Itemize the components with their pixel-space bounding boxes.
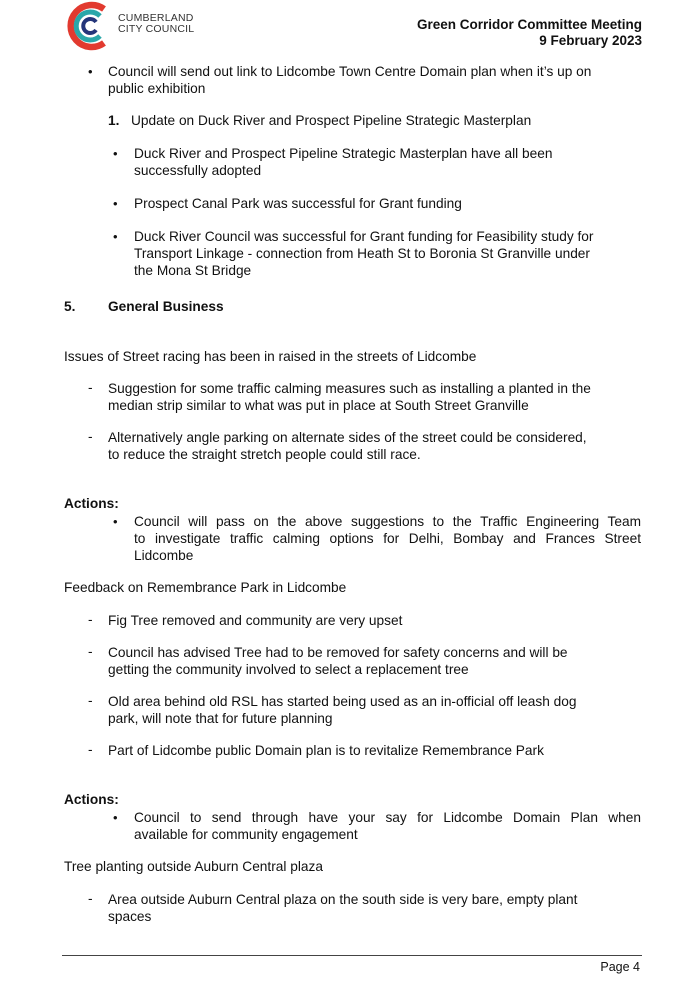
dash-icon: - bbox=[88, 693, 93, 708]
bullet-icon: • bbox=[113, 229, 118, 244]
meeting-title: Green Corridor Committee Meeting bbox=[416, 17, 642, 32]
actions-label: Actions: bbox=[64, 792, 119, 807]
dash-icon: - bbox=[88, 380, 93, 395]
action-line: to investigate traffic calming options for Delhi, Bombay and Frances Street bbox=[134, 531, 641, 546]
action-line: Council to send through have your say for Lidcombe Domain Plan when bbox=[134, 810, 641, 825]
list-item: Prospect Canal Park was successful for Grant funding bbox=[134, 196, 462, 211]
dash-icon: - bbox=[88, 429, 93, 444]
meeting-header bbox=[417, 17, 642, 49]
list-item: Council has advised Tree had to be removed for safety concerns and will be bbox=[108, 645, 568, 660]
list-item: Suggestion for some traffic calming measures such as installing a planted in the bbox=[108, 381, 591, 396]
dash-icon: - bbox=[88, 742, 93, 757]
dash-icon: - bbox=[88, 891, 93, 906]
bullet-icon: • bbox=[113, 196, 118, 211]
action-line: Lidcombe bbox=[134, 548, 194, 563]
list-item: the Mona St Bridge bbox=[134, 263, 252, 278]
action-line: available for community engagement bbox=[134, 827, 358, 842]
action-item bbox=[134, 513, 641, 564]
item-number: 1. bbox=[108, 113, 120, 128]
list-item: Council will send out link to Lidcombe Town Centre Domain plan when it’s up on bbox=[108, 64, 592, 79]
list-item: to reduce the straight stretch people could still race. bbox=[108, 447, 421, 462]
item-title: Update on Duck River and Prospect Pipeline Strategic Masterplan bbox=[131, 113, 532, 128]
bullet-icon: • bbox=[113, 146, 118, 161]
council-logo-icon bbox=[64, 0, 116, 52]
list-item: Area outside Auburn Central plaza on the south side is very bare, empty plant bbox=[108, 892, 578, 907]
topic-heading: Tree planting outside Auburn Central plaza bbox=[64, 859, 323, 874]
org-name-line2: CITY COUNCIL bbox=[118, 23, 195, 35]
list-item: Alternatively angle parking on alternate sides of the street could be considered, bbox=[108, 430, 587, 445]
section-title: General Business bbox=[108, 299, 224, 314]
meeting-date: 9 February 2023 bbox=[539, 33, 642, 48]
list-item: Old area behind old RSL has started being used as an in-official off leash dog bbox=[108, 694, 577, 709]
list-item: Transport Linkage - connection from Heath St to Boronia St Granville under bbox=[134, 246, 590, 261]
topic-heading: Issues of Street racing has been in raised in the streets of Lidcombe bbox=[64, 349, 477, 364]
footer-divider bbox=[62, 955, 642, 956]
section-number: 5. bbox=[64, 299, 76, 314]
bullet-icon: • bbox=[113, 514, 118, 529]
actions-label: Actions: bbox=[64, 496, 119, 511]
action-line: Council will pass on the above suggestions to the Traffic Engineering Team bbox=[134, 514, 641, 529]
org-name-line1: CUMBERLAND bbox=[118, 12, 194, 24]
bullet-icon: • bbox=[88, 64, 93, 79]
list-item: Fig Tree removed and community are very upset bbox=[108, 613, 403, 628]
list-item: Duck River and Prospect Pipeline Strategic Masterplan have all been bbox=[134, 146, 553, 161]
action-item bbox=[134, 809, 641, 843]
dash-icon: - bbox=[88, 644, 93, 659]
list-item: successfully adopted bbox=[134, 163, 262, 178]
topic-heading: Feedback on Remembrance Park in Lidcombe bbox=[64, 580, 347, 595]
org-name bbox=[118, 13, 194, 35]
list-item: Duck River Council was successful for Grant funding for Feasibility study for bbox=[134, 229, 594, 244]
list-item: median strip similar to what was put in place at South Street Granville bbox=[108, 398, 529, 413]
list-item: public exhibition bbox=[108, 81, 206, 96]
list-item: park, will note that for future planning bbox=[108, 711, 333, 726]
list-item: getting the community involved to select a replacement tree bbox=[108, 662, 469, 677]
page-number: Page 4 bbox=[600, 960, 640, 974]
list-item: Part of Lidcombe public Domain plan is to revitalize Remembrance Park bbox=[108, 743, 544, 758]
bullet-icon: • bbox=[113, 810, 118, 825]
dash-icon: - bbox=[88, 612, 93, 627]
list-item: spaces bbox=[108, 909, 152, 924]
